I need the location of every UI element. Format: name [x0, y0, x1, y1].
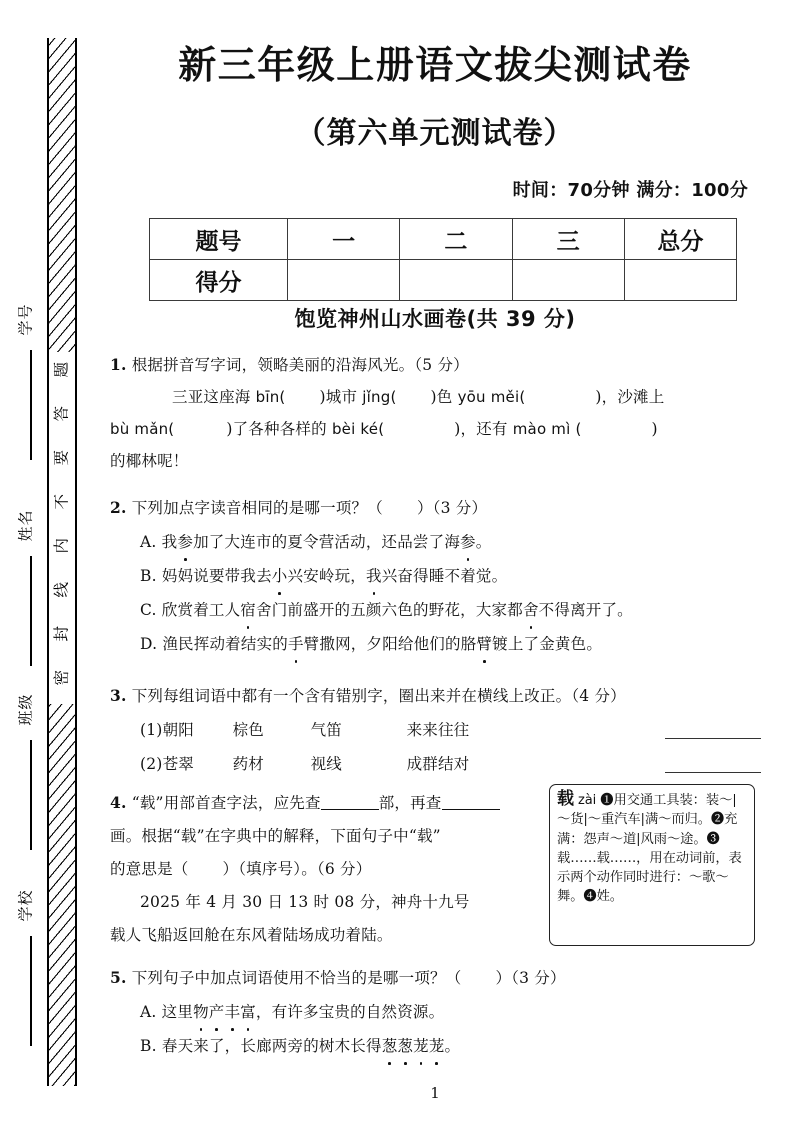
- q1-line2-c: ): [651, 420, 658, 438]
- q1-pinyin-beike: bèi ké(: [331, 420, 385, 438]
- q3-correction-blank-1[interactable]: [665, 738, 761, 739]
- score-table-col-1: 一: [288, 219, 400, 260]
- seal-char-7: 密: [52, 670, 71, 686]
- question-3-prompt: 下列每组词语中都有一个含有错别字，圈出来并在横线上改正。（4 分）: [131, 687, 626, 705]
- q1-line1-d: )，沙滩上: [595, 388, 665, 406]
- question-1-prompt: 根据拼音写字词，领略美丽的沿海风光。（5 分）: [131, 356, 469, 374]
- q1-pinyin-bin: bīn(: [255, 388, 286, 406]
- section-heading: 饱览神州山水画卷(共 39 分): [294, 307, 576, 331]
- q4-line1-a: “载”用部首查字法，应先查: [131, 794, 321, 812]
- q3-row2-word-2[interactable]: 药材: [232, 755, 264, 773]
- q3-row1-word-3[interactable]: 气笛: [310, 721, 342, 739]
- q2-option-d-text[interactable]: 渔民挥动着结实的手臂撒网，夕阳给他们的胳臂镀上了金黄色。: [162, 631, 602, 657]
- score-table-col-2: 二: [400, 219, 512, 260]
- info-rule-school: [30, 936, 32, 1046]
- q1-pinyin-buman: bù mǎn(: [110, 420, 175, 438]
- seal-char-0: 题: [52, 362, 71, 378]
- q4-line1-b: 部，再查: [378, 794, 442, 812]
- question-4-number: 4.: [110, 793, 127, 812]
- q3-correction-blank-2[interactable]: [665, 772, 761, 773]
- q3-row2-word-3[interactable]: 视线: [310, 755, 342, 773]
- table-row-scores: [150, 260, 737, 301]
- seal-char-1: 答: [52, 406, 71, 422]
- q1-line2-b: )，还有: [454, 420, 513, 438]
- question-1-number: 1.: [110, 355, 127, 374]
- q5-option-a-text[interactable]: 这里物产丰富，有许多宝贵的自然资源。: [162, 999, 445, 1025]
- q2-option-b-label: B.: [140, 567, 157, 585]
- score-table-score-label: 得分: [150, 260, 288, 301]
- q2-option-c-text[interactable]: 欣赏着工人宿舍门前盛开的五颜六色的野花，大家都舍不得离开了。: [162, 597, 633, 623]
- score-table-header-label: 题号: [150, 219, 288, 260]
- q2-option-a-label: A.: [140, 533, 157, 551]
- question-5-prompt-a: 下列句子中加点词语使用不恰当的是哪一项？（: [131, 969, 462, 987]
- question-5: [110, 965, 770, 1059]
- question-3: [110, 683, 770, 777]
- q3-row1-word-1[interactable]: 朝阳: [162, 721, 194, 739]
- q3-row1-index: (1): [140, 721, 163, 739]
- score-cell-1[interactable]: [288, 260, 400, 301]
- q1-pinyin-jing: jǐng(: [362, 388, 397, 406]
- page-title: 新三年级上册语文拔尖测试卷: [178, 43, 692, 87]
- seal-char-2: 要: [52, 450, 71, 466]
- q3-row2-word-1[interactable]: 苍翠: [162, 755, 194, 773]
- info-label-name: 姓名: [16, 509, 35, 542]
- q1-pinyin-maomi: mào mì (: [512, 420, 582, 438]
- exam-meta: 时间：70分钟 满分：100分: [512, 180, 748, 201]
- q4-line2: 画。根据“载”在字典中的解释，下面句子中“载”: [110, 827, 441, 845]
- q1-pinyin-youmei: yōu měi(: [457, 388, 526, 406]
- q5-option-b-label: B.: [140, 1037, 157, 1055]
- question-2-prompt-b: ）（3 分）: [416, 499, 488, 517]
- question-4: [110, 790, 550, 948]
- dictionary-pinyin: zài: [578, 793, 597, 808]
- q5-option-a-label: A.: [140, 1003, 157, 1021]
- score-cell-total[interactable]: [624, 260, 736, 301]
- info-label-student-id: 学号: [16, 303, 35, 336]
- table-row-header: [150, 219, 737, 260]
- q1-line2-a: )了各种各样的: [226, 420, 332, 438]
- exam-sheet: [105, 0, 793, 1122]
- q2-option-a-text[interactable]: 我参加了大连市的夏令营活动，还品尝了海参。: [162, 529, 492, 555]
- q2-option-b-text[interactable]: 妈妈说要带我去小兴安岭玩，我兴奋得睡不着觉。: [162, 563, 507, 589]
- q1-line1-b: )城市: [319, 388, 363, 406]
- page-number: 1: [430, 1084, 440, 1102]
- question-2: [110, 495, 770, 657]
- q1-line1-a: 三亚这座海: [172, 388, 256, 406]
- question-5-number: 5.: [110, 968, 127, 987]
- score-table-col-3: 三: [512, 219, 624, 260]
- score-table: [149, 218, 737, 301]
- info-rule-class: [30, 740, 32, 850]
- q4-line5: 载人飞船返回舱在东风着陆场成功着陆。: [110, 926, 393, 944]
- score-table-col-total: 总分: [624, 219, 736, 260]
- q4-stroke-blank[interactable]: [442, 794, 500, 810]
- seal-char-5: 线: [52, 582, 71, 598]
- q3-row2-word-4[interactable]: 成群结对: [406, 755, 470, 773]
- seal-char-6: 封: [52, 626, 71, 642]
- q5-option-b-text[interactable]: 春天来了，长廊两旁的树木长得葱葱茏茏。: [162, 1033, 460, 1059]
- score-cell-3[interactable]: [512, 260, 624, 301]
- q1-line3: 的椰林呢！: [110, 452, 189, 470]
- info-label-school: 学校: [16, 889, 35, 922]
- question-3-number: 3.: [110, 686, 127, 705]
- seal-char-3: 不: [52, 494, 71, 510]
- q4-radical-blank[interactable]: [321, 794, 379, 810]
- info-rule-student-id: [30, 350, 32, 460]
- q2-option-d-label: D.: [140, 635, 158, 653]
- dictionary-entry-box: [549, 784, 755, 946]
- q4-line3-a: 的意思是（: [110, 860, 189, 878]
- question-2-number: 2.: [110, 498, 127, 517]
- info-label-class: 班级: [16, 693, 35, 726]
- page-subtitle: （第六单元测试卷）: [295, 116, 575, 151]
- q2-option-c-label: C.: [140, 601, 157, 619]
- q3-row1-word-4[interactable]: 来来往往: [406, 721, 470, 739]
- q3-row1-word-2[interactable]: 棕色: [232, 721, 264, 739]
- q3-row2-index: (2): [140, 755, 163, 773]
- question-1: [110, 352, 770, 474]
- q4-line4: 2025 年 4 月 30 日 13 时 08 分，神舟十九号: [140, 893, 470, 911]
- q4-line3-b: ）（填序号）。（6 分）: [222, 860, 372, 878]
- question-2-prompt-a: 下列加点字读音相同的是哪一项？（: [131, 499, 383, 517]
- seal-char-4: 内: [52, 538, 71, 554]
- dictionary-definitions: ❶用交通工具装：装～|～货|～重汽车|满～而归。❷充满：怨声～道|风雨～途。❸载……载……，用在动词前，表示两个动作同时进行：～歌～舞。❹姓。: [557, 793, 742, 905]
- info-rule-name: [30, 556, 32, 666]
- seal-sidebar: [0, 0, 105, 1122]
- q1-line1-c: )色: [430, 388, 458, 406]
- question-5-prompt-b: ）（3 分）: [495, 969, 566, 987]
- score-cell-2[interactable]: [400, 260, 512, 301]
- dictionary-headword: 载: [557, 789, 574, 809]
